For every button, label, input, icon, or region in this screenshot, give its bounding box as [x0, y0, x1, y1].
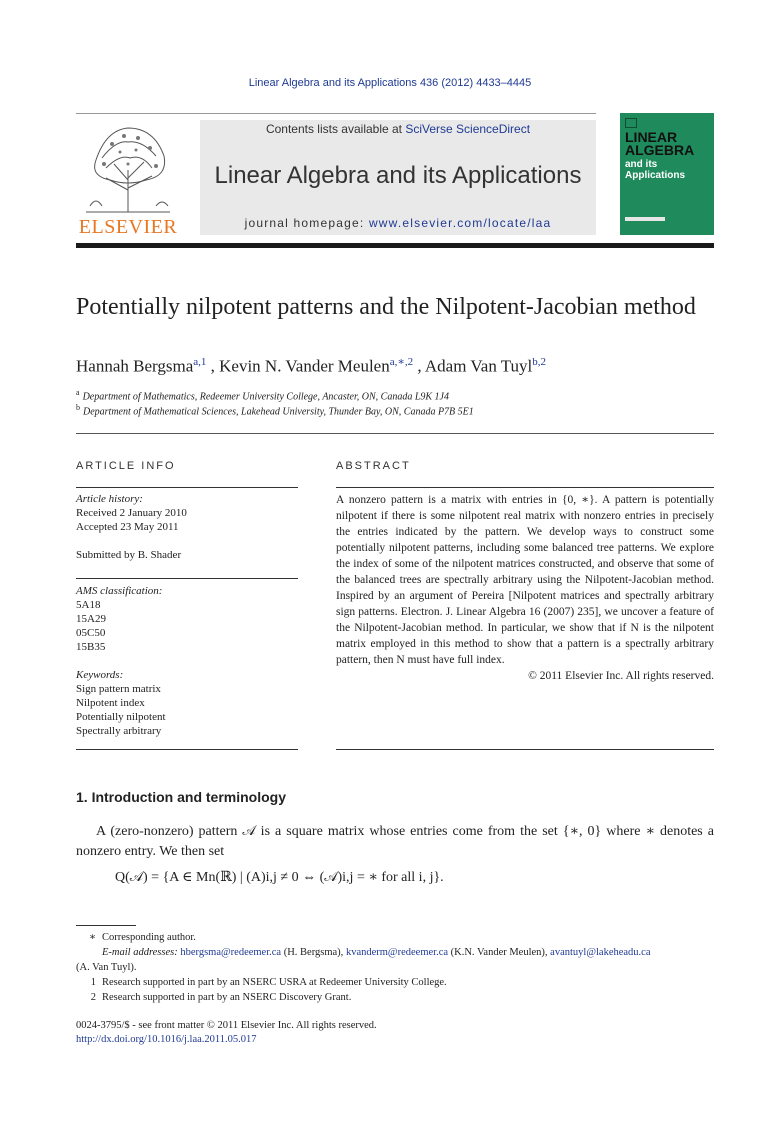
cover-subtitle: and its Applications — [625, 159, 686, 181]
affiliation-mark: b — [76, 403, 80, 412]
article-title: Potentially nilpotent patterns and the Nilpotent-Jacobian method — [76, 294, 696, 320]
keyword: Sign pattern matrix — [76, 683, 161, 695]
keyword: Potentially nilpotent — [76, 711, 166, 723]
email-owner: (K.N. Vander Meulen), — [448, 947, 551, 958]
author-affiliation-mark[interactable]: b,2 — [532, 356, 547, 368]
doi-link[interactable]: http://dx.doi.org/10.1016/j.laa.2011.05.017 — [76, 1034, 257, 1045]
footnote-emails — [76, 945, 714, 960]
footnote-mark: 1 — [90, 977, 96, 988]
ams-code: 15A29 — [76, 613, 106, 625]
footnote-2 — [76, 990, 714, 1005]
footnote-1 — [76, 975, 714, 990]
info-rule — [76, 578, 298, 579]
cover-bar — [625, 217, 665, 221]
footnote-mark: 2 — [90, 992, 96, 1003]
contents-line — [200, 122, 596, 136]
affiliation-mark: a — [76, 388, 80, 397]
homepage-link[interactable]: www.elsevier.com/locate/laa — [368, 216, 552, 230]
author-list — [76, 355, 546, 377]
affiliation-a — [76, 388, 449, 402]
article-info-heading: ARTICLE INFO — [76, 460, 176, 472]
keyword: Nilpotent index — [76, 697, 145, 709]
elsevier-tree-icon — [76, 120, 180, 216]
received-date: Received 2 January 2010 — [76, 507, 187, 519]
contents-prefix: Contents lists available at — [265, 122, 406, 136]
accepted-date: Accepted 23 May 2011 — [76, 521, 179, 533]
footnote-text: Research supported in part by an NSERC USRA at Redeemer University College. — [102, 977, 447, 988]
journal-cover[interactable] — [620, 113, 714, 235]
footnote-email-tail: (A. Van Tuyl). — [76, 962, 137, 973]
author-affiliation-mark[interactable]: a,∗,2 — [389, 356, 414, 368]
journal-title: Linear Algebra and its Applications — [214, 162, 582, 189]
journal-homepage — [200, 216, 596, 230]
affiliation-text: Department of Mathematical Sciences, Lakehead University, Thunder Bay, ON, Canada P7B 5E1 — [83, 406, 474, 418]
journal-masthead — [200, 120, 596, 235]
intro-paragraph: A (zero-nonzero) pattern 𝒜 is a square matrix whose entries come from the set {∗, 0} where ∗ denotes a nonzero entry. We then set — [76, 824, 714, 859]
footnote-text: Corresponding author. — [102, 932, 196, 943]
keyword: Spectrally arbitrary — [76, 725, 162, 737]
ams-code: 15B35 — [76, 641, 106, 653]
email-owner: (H. Bergsma), — [281, 947, 346, 958]
affiliation-text: Department of Mathematics, Redeemer University College, Ancaster, ON, Canada L9K 1J4 — [82, 391, 449, 403]
journal-citation[interactable]: Linear Algebra and its Applications 436 (2012) 4433–4445 — [248, 77, 532, 89]
footnote-mark: ∗ — [88, 932, 96, 943]
section-rule — [76, 433, 714, 434]
section-heading: 1. Introduction and terminology — [76, 789, 286, 805]
footnote-rule — [76, 925, 136, 926]
email-link[interactable]: hbergsma@redeemer.ca — [180, 947, 282, 958]
ams-classification — [76, 584, 298, 738]
info-rule — [76, 487, 298, 488]
author-name: Hannah Bergsma — [76, 356, 194, 376]
abstract-rule — [336, 749, 714, 750]
footnotes — [76, 930, 714, 1005]
definition-formula: Q(𝒜) = {A ∈ Mn(ℝ) | (A)i,j ≠ 0 ⇔ (𝒜)i,j = ∗ for all i, j}. — [115, 870, 444, 885]
article-history — [76, 492, 298, 562]
header-thick-rule — [76, 243, 714, 248]
keywords-label: Keywords: — [76, 669, 124, 681]
issn-line: 0024-3795/$ - see front matter © 2011 Elsevier Inc. All rights reserved. — [76, 1020, 377, 1031]
abstract-rule — [336, 487, 714, 488]
ams-code: 5A18 — [76, 599, 101, 611]
history-label: Article history: — [76, 493, 143, 505]
info-rule — [76, 749, 298, 750]
author-separator: , — [206, 356, 220, 376]
cover-title: LINEAR ALGEBRA — [625, 129, 695, 158]
abstract-text: A nonzero pattern is a matrix with entries in {0, ∗}. A pattern is potentially nilpotent if there is some nilpotent real matrix with nonzero entries in precisely the entries indicated by the pattern. We develop ways to construct some potentially nilpotent patterns, including some balanced tree patterns. We explore the index of some of the nilpotent matrices constructed, and observe that some of the balanced trees are spectrally arbitrary using the Nilpotent-Jacobian method. Inspired by an argument of Pereira [Nilpotent matrices and spectrally arbitrary sign patterns. Electron. J. Linear Algebra 16 (2007) 235], we uncover a feature of the Nilpotent-Jacobian method. In particular, we show that if N is the nilpotent matrix employed in this method to show that a pattern is a spectrally arbitrary pattern, then N must have full index. — [336, 494, 714, 666]
footnote-text: Research supported in part by an NSERC Discovery Grant. — [102, 992, 352, 1003]
email-link[interactable]: kvanderm@redeemer.ca — [345, 947, 449, 958]
cover-emblem-icon — [625, 118, 637, 128]
author-separator: , — [413, 356, 425, 376]
author-name: Kevin N. Vander Meulen — [219, 356, 390, 376]
homepage-prefix: journal homepage: — [244, 216, 369, 230]
ams-label: AMS classification: — [76, 585, 163, 597]
publisher-name: ELSEVIER — [78, 216, 178, 238]
sciencedirect-link[interactable]: SciVerse ScienceDirect — [405, 122, 531, 136]
author-affiliation-mark[interactable]: a,1 — [193, 356, 207, 368]
email-label: E-mail addresses: — [102, 947, 178, 958]
author-name: Adam Van Tuyl — [424, 356, 533, 376]
abstract-body — [336, 492, 714, 684]
abstract-heading: ABSTRACT — [336, 460, 411, 472]
abstract-copyright: © 2011 Elsevier Inc. All rights reserved. — [528, 670, 714, 682]
elsevier-logo — [76, 120, 180, 238]
bottom-info — [76, 1019, 377, 1047]
affiliation-b — [76, 403, 474, 417]
ams-code: 05C50 — [76, 627, 106, 639]
submitted-by: Submitted by B. Shader — [76, 549, 182, 561]
header-rule — [76, 113, 596, 114]
email-link[interactable]: avantuyl@lakeheadu.ca — [550, 947, 651, 958]
footnote-corresponding — [76, 930, 714, 945]
